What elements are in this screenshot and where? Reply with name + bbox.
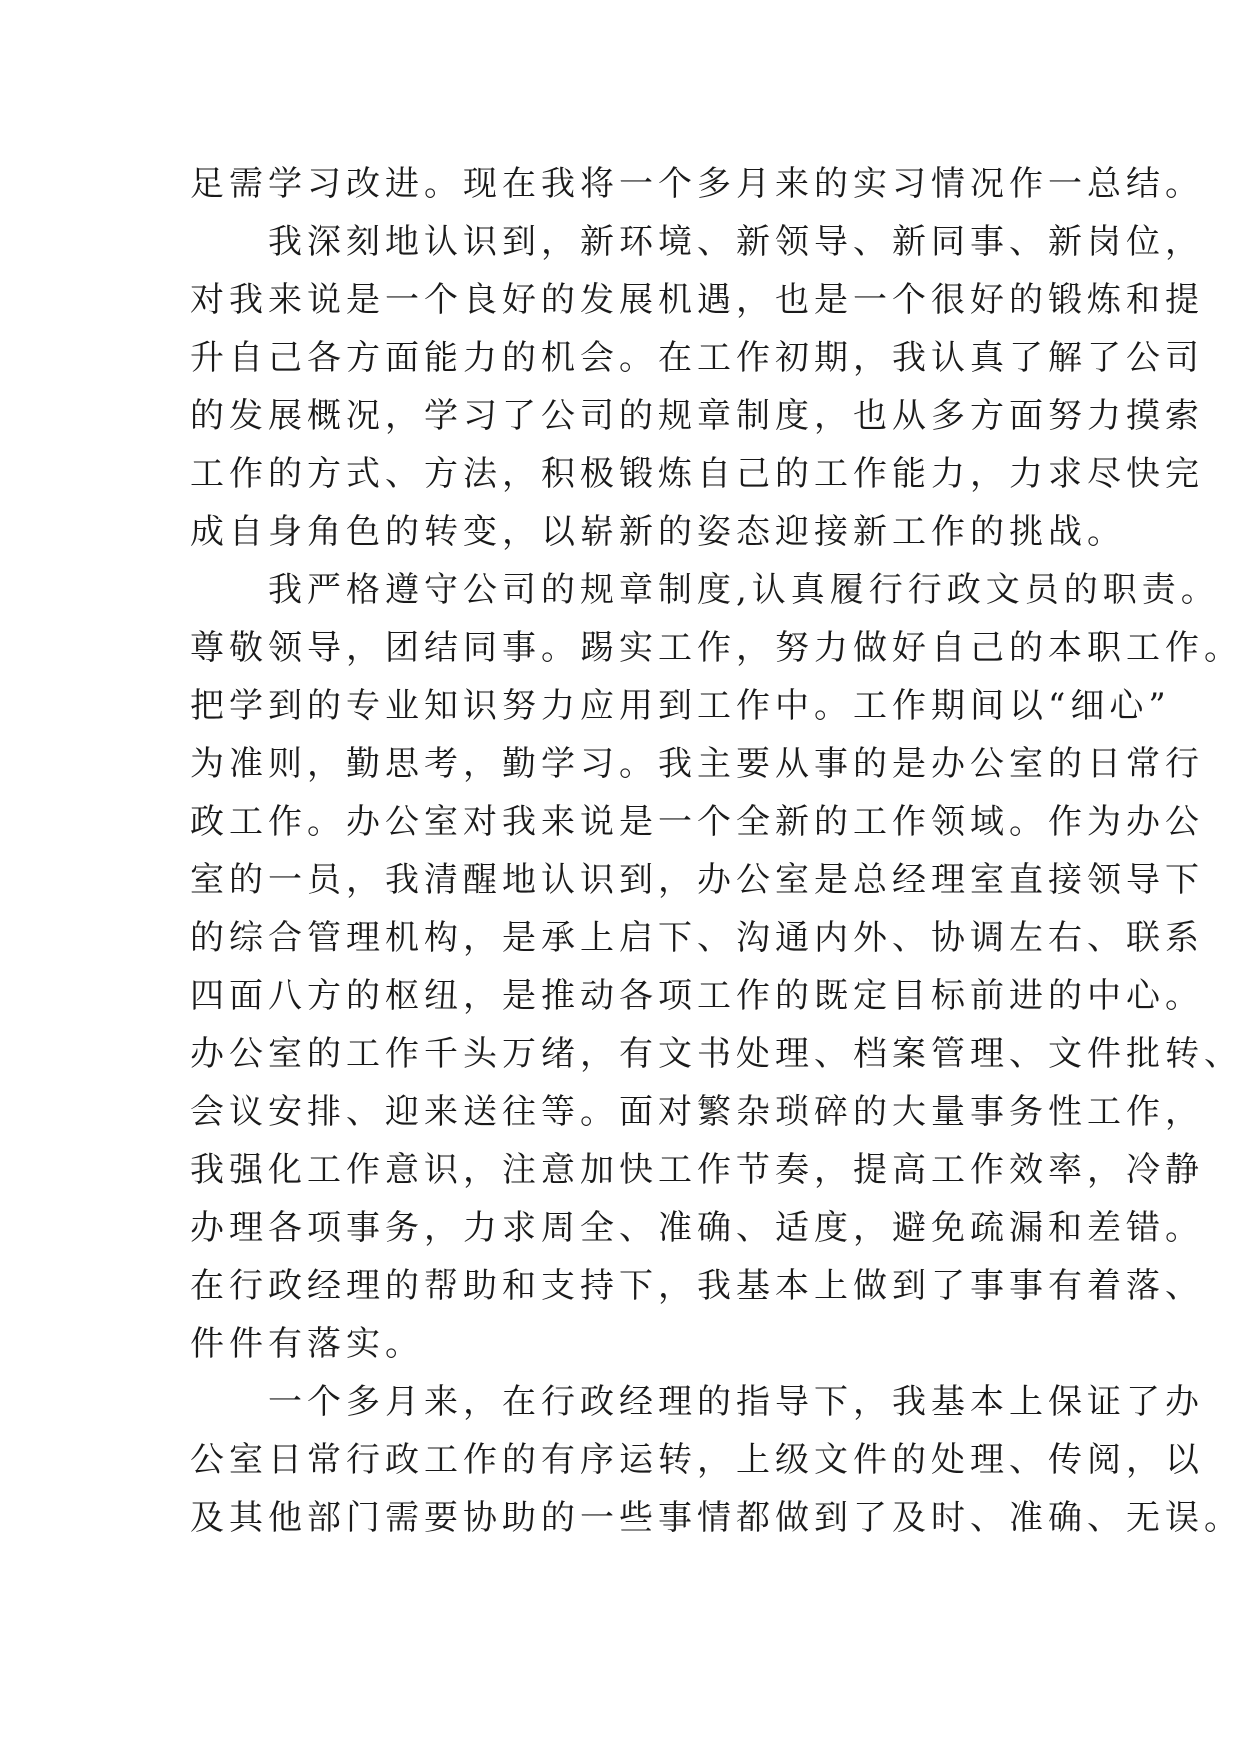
- text-line: 及其他部门需要协助的一些事情都做到了及时、准确、无误。: [190, 1498, 1243, 1538]
- text-line: 室的一员，我清醒地认识到，办公室是总经理室直接领导下: [190, 860, 1204, 900]
- text-line: 一个多月来，在行政经理的指导下，我基本上保证了办: [190, 1382, 1204, 1422]
- text-line: 足需学习改进。现在我将一个多月来的实习情况作一总结。: [190, 164, 1204, 204]
- text-line: 会议安排、迎来送往等。面对繁杂琐碎的大量事务性工作，: [190, 1092, 1204, 1132]
- text-line: 四面八方的枢纽，是推动各项工作的既定目标前进的中心。: [190, 976, 1204, 1016]
- text-line: 对我来说是一个良好的发展机遇，也是一个很好的锻炼和提: [190, 280, 1204, 320]
- text-line: 公室日常行政工作的有序运转，上级文件的处理、传阅，以: [190, 1440, 1204, 1480]
- text-line: 成自身角色的转变，以崭新的姿态迎接新工作的挑战。: [190, 512, 1126, 552]
- text-line: 政工作。办公室对我来说是一个全新的工作领域。作为办公: [190, 802, 1204, 842]
- text-line: 办公室的工作千头万绪，有文书处理、档案管理、文件批转、: [190, 1034, 1243, 1074]
- text-line: 升自己各方面能力的机会。在工作初期，我认真了解了公司: [190, 338, 1204, 378]
- document-body: [190, 155, 1243, 1547]
- text-line: 的发展概况，学习了公司的规章制度，也从多方面努力摸索: [190, 396, 1204, 436]
- text-line: 的综合管理机构，是承上启下、沟通内外、协调左右、联系: [190, 918, 1204, 958]
- text-line: 尊敬领导，团结同事。踢实工作，努力做好自己的本职工作。: [190, 628, 1243, 668]
- text-line: 把学到的专业知识努力应用到工作中。工作期间以“细心”: [190, 686, 1171, 726]
- text-line: 在行政经理的帮助和支持下，我基本上做到了事事有着落、: [190, 1266, 1204, 1306]
- text-line: 我严格遵守公司的规章制度,认真履行行政文员的职责。: [190, 570, 1220, 610]
- text-line: 工作的方式、方法，积极锻炼自己的工作能力，力求尽快完: [190, 454, 1204, 494]
- text-line: 为准则，勤思考，勤学习。我主要从事的是办公室的日常行: [190, 744, 1204, 784]
- text-line: 我强化工作意识，注意加快工作节奏，提高工作效率，冷静: [190, 1150, 1204, 1190]
- text-line: 办理各项事务，力求周全、准确、适度，避免疏漏和差错。: [190, 1208, 1204, 1248]
- text-line: 件件有落实。: [190, 1324, 424, 1364]
- text-line: 我深刻地认识到，新环境、新领导、新同事、新岗位，: [190, 222, 1204, 262]
